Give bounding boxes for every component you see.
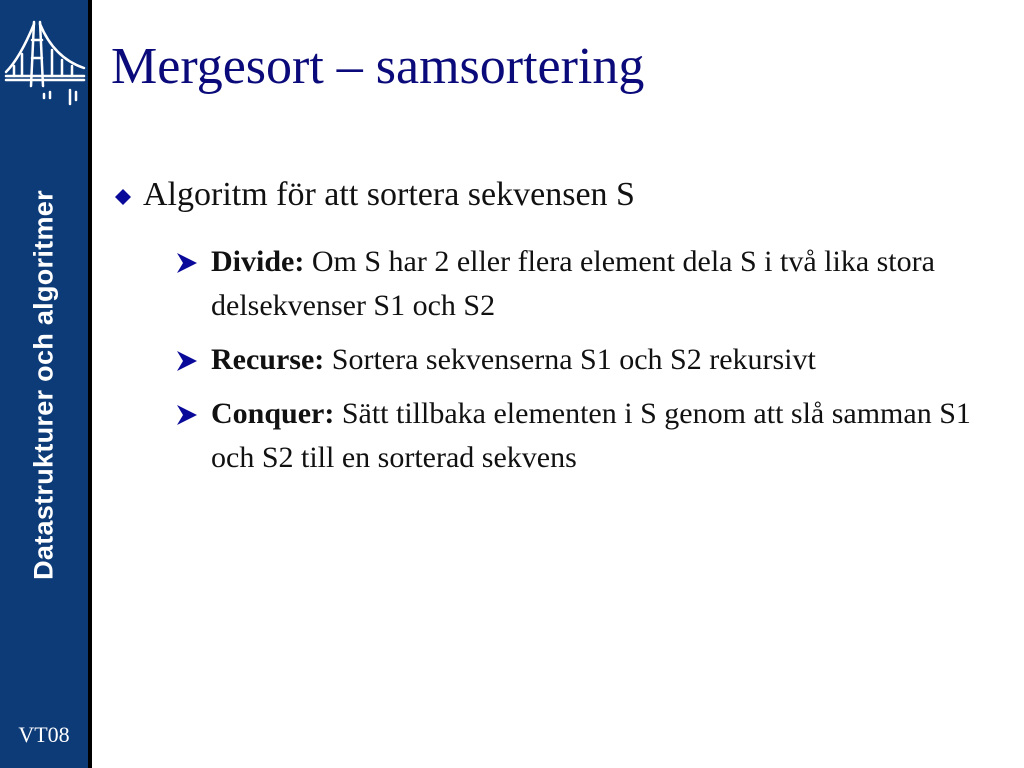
arrow-bullet-icon	[175, 350, 199, 372]
course-title-vertical: Datastrukturer och algoritmer	[28, 190, 59, 580]
diamond-bullet-icon	[115, 189, 131, 205]
sub-bullet-list	[175, 240, 975, 490]
sidebar	[0, 0, 92, 768]
sub-bullet-term: Divide:	[211, 245, 305, 278]
course-code: VT08	[18, 722, 70, 747]
sub-bullet-term: Recurse:	[211, 343, 325, 376]
sub-bullet-divide	[175, 240, 975, 328]
bridge-logo-icon	[4, 14, 86, 106]
sub-bullet-conquer	[175, 392, 975, 480]
sub-bullet-text: Sortera sekvenserna S1 och S2 rekursivt	[324, 343, 816, 376]
slide-title: Mergesort – samsortering	[111, 38, 645, 95]
main-bullet	[115, 176, 635, 214]
sub-bullet-recurse	[175, 338, 975, 382]
sub-bullet-term: Conquer:	[211, 397, 335, 430]
arrow-bullet-icon	[175, 252, 199, 274]
sub-bullet-text: Sätt tillbaka elementen i S genom att slå samman S1 och S2 till en sorterad sekvens	[211, 397, 971, 474]
sub-bullet-text: Om S har 2 eller flera element dela S i två lika stora delsekvenser S1 och S2	[211, 245, 935, 322]
main-bullet-text: Algoritm för att sortera sekvensen S	[143, 176, 635, 213]
arrow-bullet-icon	[175, 404, 199, 426]
